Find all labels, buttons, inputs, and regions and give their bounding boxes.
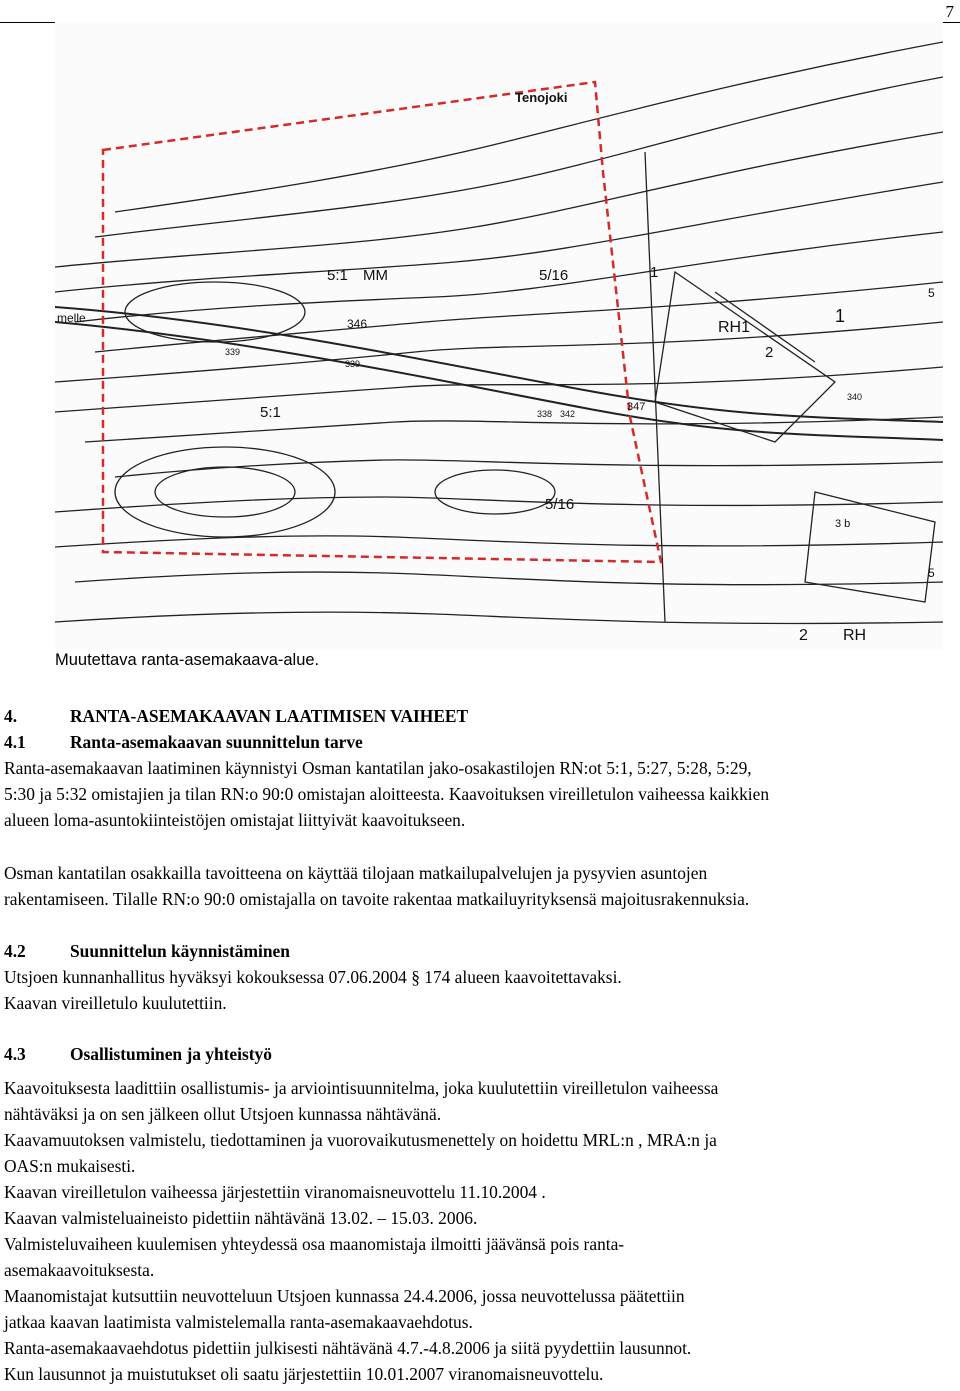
map-label-347: 347 (627, 401, 646, 413)
section-title: RANTA-ASEMAKAAVAN LAATIMISEN VAIHEET (70, 706, 469, 726)
map-label-339: 339 (225, 347, 241, 357)
paragraph-line: Valmisteluvaiheen kuulemisen yhteydessä osa maanomistaja ilmoitti jäävänsä pois ranta- (4, 1234, 625, 1254)
map-label-3b: 3 b (835, 518, 851, 530)
map-label-338: 338 (537, 409, 553, 419)
map-label-516b: 5/16 (545, 496, 575, 513)
paragraph-line: 5:30 ja 5:32 omistajien ja tilan RN:o 90:0 omistajan aloitteesta. Kaavoituksen vireilletulon vaiheessa kaikkien (4, 784, 770, 804)
map-label-1a: 1 (650, 264, 659, 281)
map-label-342: 342 (560, 409, 576, 419)
paragraph-line: Ranta-asemakaavaehdotus pidettiin julkisesti nähtävänä 4.7.-4.8.2006 ja siitä pyydettiin lausunnot. (4, 1338, 692, 1358)
section-4-2 (4, 938, 956, 1016)
map-label-mm: MM (363, 267, 388, 284)
map-label-1b: 1 (835, 306, 846, 326)
map-label-339b: 339 (345, 359, 361, 369)
paragraph-line: Osman kantatilan osakkailla tavoitteena on käyttää tilojaan matkailupalvelujen ja pysyvien asuntojen (4, 863, 708, 883)
plan-map-drawing (55, 22, 943, 650)
map-label-river: Tenojoki (515, 90, 568, 105)
map-label-5b: 5 (928, 566, 935, 580)
map-label-rh1: RH1 (718, 319, 751, 336)
map-caption: Muutettava ranta-asemakaava-alue. (55, 651, 320, 669)
paragraph-line: jatkaa kaavan laatimista valmistelemalla ranta-asemakaavaehdotus. (4, 1312, 473, 1332)
paragraph-line: nähtäväksi ja on sen jälkeen ollut Utsjoen kunnassa nähtävänä. (4, 1104, 442, 1124)
section-4-1-body (4, 755, 956, 833)
paragraph-line: OAS:n mukaisesti. (4, 1156, 136, 1176)
section-title: Suunnittelun käynnistäminen (70, 941, 290, 961)
paragraph-line: Kun lausunnot ja muistutukset oli saatu järjestettiin 10.01.2007 viranomaisneuvottelu. (4, 1364, 604, 1384)
paragraph-line: Kaavamuutoksen valmistelu, tiedottaminen ja vuorovaikutusmenettely on hoidettu MRL:n , MRA:n ja (4, 1130, 717, 1150)
map-label-5a: 5 (928, 286, 935, 300)
section-4-heading (4, 703, 956, 755)
map-label-340: 340 (847, 392, 863, 402)
map-label-346: 346 (347, 317, 368, 331)
section-number: 4. (4, 706, 18, 726)
paragraph-line: Ranta-asemakaavan laatiminen käynnistyi Osman kantatilan jako-osakastilojen RN:ot 5:1, 5:27, 5:28, 5:29, (4, 758, 752, 778)
map-label-51a: 5:1 (327, 267, 348, 284)
paragraph-line: alueen loma-asuntokiinteistöjen omistajat liittyivät kaavoitukseen. (4, 810, 466, 830)
map-label-melle: melle (57, 311, 86, 325)
map-label-516a: 5/16 (539, 267, 569, 284)
paragraph-line: rakentamiseen. Tilalle RN:o 90:0 omistajalla on tavoite rakentaa matkailuyrityksensä majoitusrakennuksia. (4, 889, 750, 909)
section-4-3 (4, 1041, 956, 1387)
paragraph-line: Kaavan valmisteluaineisto pidettiin nähtävänä 13.02. – 15.03. 2006. (4, 1208, 478, 1228)
paragraph-line: Kaavoituksesta laadittiin osallistumis- ja arviointisuunnitelma, joka kuulutettiin vireilletulon vaiheessa (4, 1078, 719, 1098)
map-label-2: 2 (765, 344, 774, 361)
section-number: 4.3 (4, 1044, 26, 1064)
plan-map (55, 22, 943, 650)
map-label-51b: 5:1 (260, 404, 281, 421)
page-number: 7 (945, 2, 954, 21)
map-label-2b: 2 (799, 627, 808, 644)
paragraph-line: Kaavan vireilletulon vaiheessa järjestettiin viranomaisneuvottelu 11.10.2004 . (4, 1182, 546, 1202)
paragraph-line: Utsjoen kunnanhallitus hyväksyi kokouksessa 07.06.2004 § 174 alueen kaavoitettavaksi. (4, 967, 622, 987)
section-title: Osallistuminen ja yhteistyö (70, 1044, 272, 1064)
paragraph-line: Kaavan vireilletulo kuulutettiin. (4, 993, 227, 1013)
section-number: 4.2 (4, 941, 26, 961)
section-number: 4.1 (4, 732, 26, 752)
paragraph-line: Maanomistajat kutsuttiin neuvotteluun Utsjoen kunnassa 24.4.2006, jossa neuvottelussa päätettiin (4, 1286, 685, 1306)
paragraph-line: asemakaavoituksesta. (4, 1260, 155, 1280)
section-4-1-body-2 (4, 860, 956, 912)
section-title: Ranta-asemakaavan suunnittelun tarve (70, 732, 363, 752)
map-label-rh2: RH (843, 627, 867, 644)
